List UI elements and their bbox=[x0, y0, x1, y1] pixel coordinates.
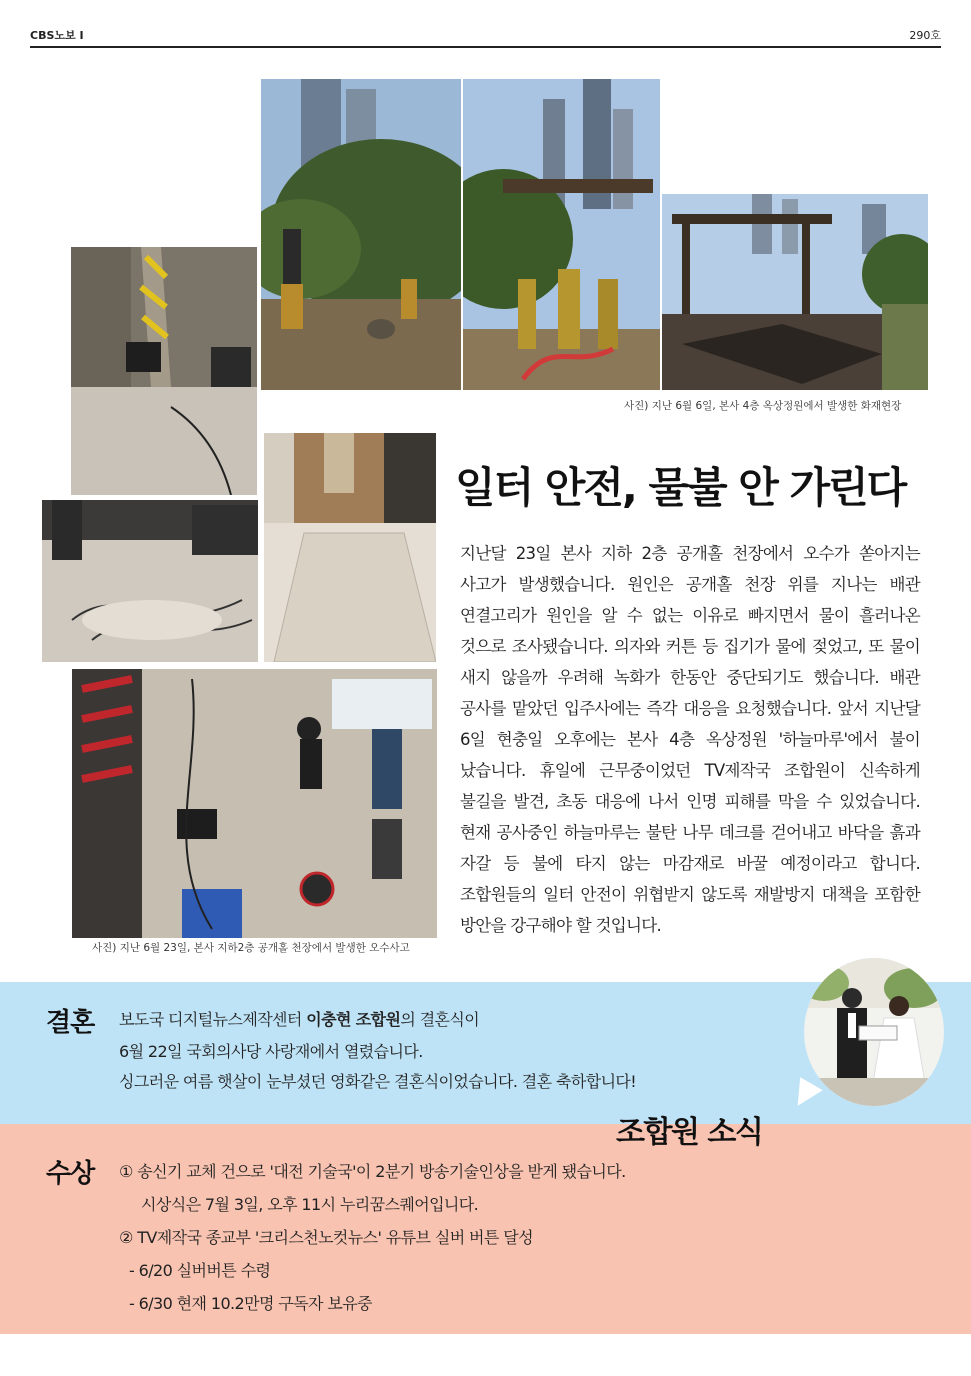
wedding-line-1 bbox=[119, 1007, 479, 1030]
article-body: 지난달 23일 본사 지하 2층 공개홀 천장에서 오수가 쏟아지는 사고가 발생했습니다. 원인은 공개홀 천장 위를 지나는 배관 연결고리가 원인을 알 수 없는 이유로 빠지면서 물이 흘러나온 것으로 조사됐습니다. 의자와 커튼 등 집기가 물에 젖었고, 또 물이 새지 않을까 우려해 녹화가 한동안 중단되기도 했습니다. 배관 공사를 맡았던 입주사에는 즉각 대응을 요청했습니다. 앞서 지난달 6일 현충일 오후에는 본사 4층 옥상정원 '하늘마루'에서 불이 났습니다. 휴일에 근무중이었던 TV제작국 조합원이 신속하게 불길을 발견, 초동 대응에 나서 인명 피해를 막을 수 있었습니다. 현재 공사중인 하늘마루는 불탄 나무 데크를 걷어내고 바닥을 흙과 자갈 등 불에 타지 않는 마감재로 바꿀 예정이라고 합니다. 조합원들의 일터 안전이 위협받지 않도록 재발방지 대책을 포함한 방안을 강구해야 할 것입니다. bbox=[460, 544, 920, 935]
award-line-3: ② TV제작국 종교부 '크리스천노컷뉴스' 유튜브 실버 버튼 달성 bbox=[119, 1228, 533, 1247]
publication-name: CBS노보 I bbox=[30, 29, 84, 42]
header-divider bbox=[30, 46, 941, 48]
fire-photo-burned-deck bbox=[662, 194, 928, 390]
leak-photo-studio-overhead bbox=[72, 669, 437, 938]
award-line-5: - 6/30 현재 10.2만명 구독자 보유중 bbox=[129, 1294, 372, 1313]
fire-photo-caption: 사진) 지난 6월 6일, 본사 4층 옥상정원에서 발생한 화재현장 bbox=[624, 400, 902, 412]
wedding-member-name: 이충현 조합원 bbox=[306, 1010, 401, 1029]
wedding-photo-bubble bbox=[804, 958, 944, 1106]
fire-photo-firefighters-hose bbox=[463, 79, 660, 390]
issue-number: 290호 bbox=[909, 29, 941, 42]
leak-photo-stairs-chairs bbox=[71, 247, 257, 495]
leak-photo-wet-floor-cables bbox=[42, 500, 258, 662]
award-label: 수상 bbox=[46, 1159, 95, 1189]
award-line-4: - 6/20 실버버튼 수령 bbox=[129, 1261, 271, 1280]
wedding-label: 결혼 bbox=[46, 1008, 95, 1038]
article-headline: 일터 안전, 물불 안 가린다 bbox=[455, 463, 906, 512]
wedding-line-1-suffix: 의 결혼식이 bbox=[400, 1010, 480, 1029]
award-line-1: ① 송신기 교체 건으로 '대전 기술국'이 2분기 방송기술인상을 받게 됐습니다. bbox=[119, 1162, 626, 1181]
wedding-line-2: 6월 22일 국회의사당 사랑재에서 열렸습니다. bbox=[119, 1042, 423, 1061]
wedding-line-3: 싱그러운 여름 햇살이 눈부셨던 영화같은 결혼식이었습니다. 결혼 축하합니다! bbox=[119, 1072, 637, 1091]
members-news-title: 조합원 소식 bbox=[616, 1115, 763, 1150]
wedding-line-1-prefix: 보도국 디지털뉴스제작센터 bbox=[119, 1010, 307, 1029]
award-line-2: 시상식은 7월 3일, 오후 11시 누리꿈스퀘어입니다. bbox=[141, 1195, 479, 1214]
leak-photo-hallway-door bbox=[264, 433, 436, 662]
fire-photo-firefighters-garden bbox=[261, 79, 461, 390]
leak-photo-caption: 사진) 지난 6월 23일, 본사 지하2층 공개홀 천장에서 발생한 오수사고 bbox=[92, 942, 410, 954]
